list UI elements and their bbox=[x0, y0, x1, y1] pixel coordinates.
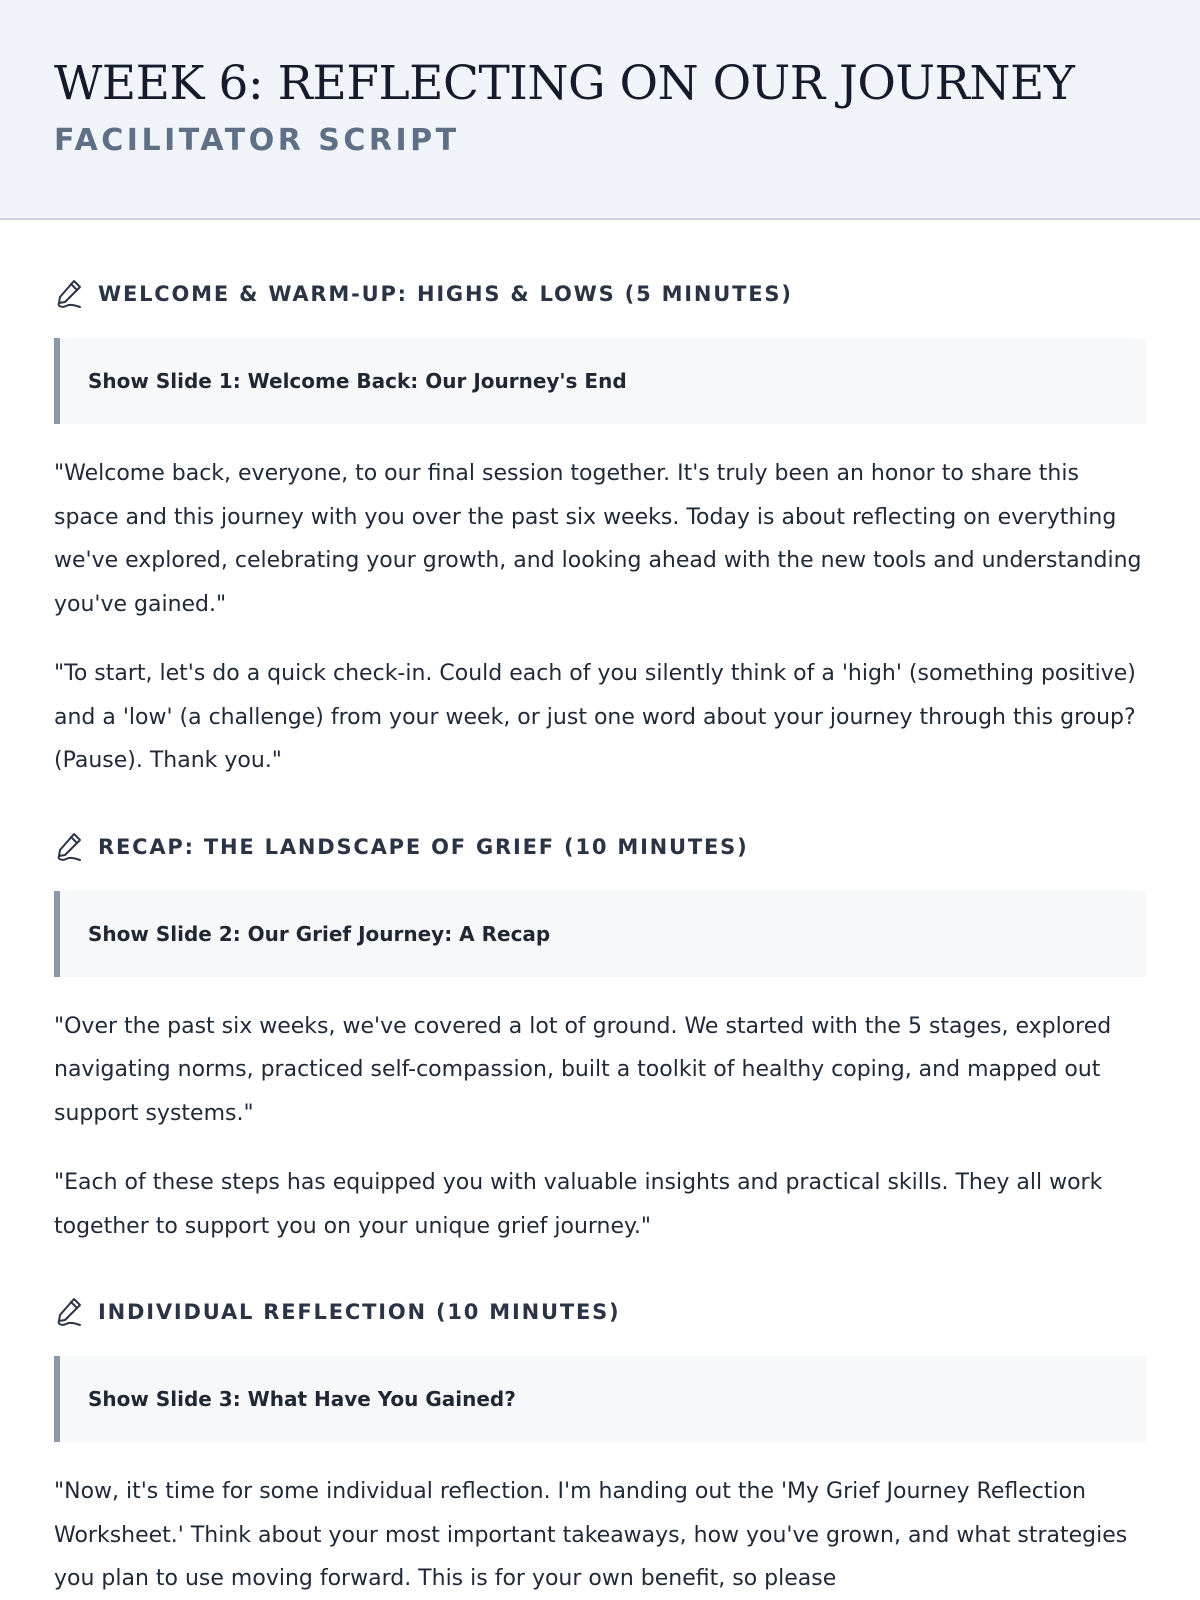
page-subtitle: FACILITATOR SCRIPT bbox=[54, 123, 460, 158]
script-paragraph: "Each of these steps has equipped you with valuable insights and practical skills. They all work together to support you on your unique grief journey." bbox=[54, 1170, 1103, 1239]
page-title: WEEK 6: REFLECTING ON OUR JOURNEY bbox=[54, 56, 1075, 111]
section-recap bbox=[54, 829, 1146, 1249]
pen-icon bbox=[54, 278, 84, 310]
page-header bbox=[0, 0, 1200, 220]
slide-cue: Show Slide 1: Welcome Back: Our Journey's End bbox=[54, 338, 1146, 424]
section-heading-text: RECAP: THE LANDSCAPE OF GRIEF (10 MINUTES) bbox=[98, 834, 749, 859]
pen-icon bbox=[54, 831, 84, 863]
section-heading bbox=[54, 829, 1146, 865]
section-heading-text: WELCOME & WARM-UP: HIGHS & LOWS (5 MINUTES) bbox=[98, 282, 793, 306]
section-welcome bbox=[54, 276, 1146, 783]
section-heading-text: INDIVIDUAL REFLECTION (10 MINUTES) bbox=[98, 1300, 621, 1324]
pen-icon bbox=[54, 1296, 84, 1328]
section-heading bbox=[54, 276, 1146, 312]
section-heading bbox=[54, 1294, 1146, 1330]
script-content bbox=[0, 220, 1200, 1600]
section-individual-reflection bbox=[54, 1294, 1146, 1600]
slide-cue: Show Slide 2: Our Grief Journey: A Recap bbox=[54, 891, 1146, 977]
script-paragraph: "Over the past six weeks, we've covered a lot of ground. We started with the 5 stages, explored navigating norms, practiced self-compassion, built a toolkit of healthy coping, and mapped out support systems." bbox=[54, 1013, 1112, 1126]
script-paragraph: "To start, let's do a quick check-in. Could each of you silently think of a 'high' (something positive) and a 'low' (a challenge) from your week, or just one word about your journey through this group? (Pause). Thank you." bbox=[54, 661, 1136, 773]
slide-cue: Show Slide 3: What Have You Gained? bbox=[54, 1356, 1146, 1442]
script-paragraph: "Welcome back, everyone, to our final session together. It's truly been an honor to share this space and this journey with you over the past six weeks. Today is about reflecting on everything we've explored, celebrating your growth, and looking ahead with the new tools and understanding you've gained." bbox=[54, 461, 1142, 617]
script-paragraph: "Now, it's time for some individual reflection. I'm handing out the 'My Grief Journey Reflection Worksheet.' Think about your most important takeaways, how you've grown, and what strategies you plan to use moving forward. This is for your own benefit, so please bbox=[54, 1479, 1128, 1591]
